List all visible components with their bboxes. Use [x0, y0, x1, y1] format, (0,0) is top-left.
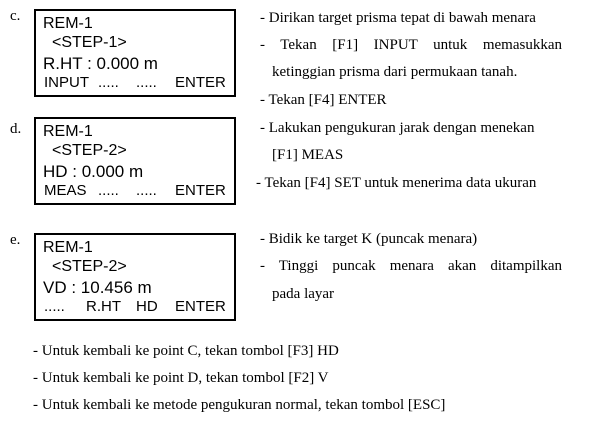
- desc-line: - Dirikan target prisma tepat di bawah menara: [260, 10, 536, 26]
- softkey-f2: R.HT: [86, 298, 121, 315]
- desc-line: - Tekan [F4] SET untuk menerima data ukuran: [256, 175, 537, 191]
- softkey-f3: .....: [136, 182, 157, 199]
- desc-line: - Bidik ke target K (puncak menara): [260, 231, 478, 247]
- screen-display-step-e: [34, 233, 236, 321]
- desc-line-continued: ketinggian prisma dari permukaan tanah.: [272, 64, 518, 80]
- screen-line-step: <STEP-2>: [52, 142, 127, 159]
- desc-line-continued: pada layar: [272, 286, 335, 302]
- screen-line-value: HD : 0.000 m: [43, 162, 144, 181]
- step-d-letter: d.: [10, 121, 22, 137]
- screen-line-step: <STEP-1>: [52, 34, 127, 51]
- screen-line-title: REM-1: [43, 239, 93, 256]
- screen-line-title: REM-1: [43, 15, 93, 32]
- screen-display-step-c: [34, 9, 236, 97]
- softkey-f2: .....: [98, 74, 119, 91]
- step-c-letter: c.: [10, 8, 21, 24]
- softkey-f1: INPUT: [44, 74, 89, 91]
- screen-line-title: REM-1: [43, 123, 93, 140]
- desc-line: - Tekan [F4] ENTER: [260, 92, 387, 108]
- desc-line: - Lakukan pengukuran jarak dengan menekan: [260, 120, 535, 136]
- softkey-f4: ENTER: [175, 298, 226, 315]
- softkey-f3: HD: [136, 298, 158, 315]
- screen-line-value: VD : 10.456 m: [43, 278, 152, 297]
- softkey-f4: ENTER: [175, 74, 226, 91]
- desc-line-continued: [F1] MEAS: [272, 147, 344, 163]
- screen-display-step-d: [34, 117, 236, 205]
- desc-line: - Tekan [F1] INPUT untuk memasukkan: [260, 37, 562, 53]
- footer-note: - Untuk kembali ke metode pengukuran normal, tekan tombol [ESC]: [33, 397, 446, 413]
- footer-note: - Untuk kembali ke point D, tekan tombol [F2] V: [33, 370, 329, 386]
- footer-note: - Untuk kembali ke point C, tekan tombol [F3] HD: [33, 343, 339, 359]
- screen-line-step: <STEP-2>: [52, 258, 127, 275]
- softkey-f2: .....: [98, 182, 119, 199]
- screen-line-value: R.HT : 0.000 m: [43, 54, 158, 73]
- softkey-f3: .....: [136, 74, 157, 91]
- softkey-f4: ENTER: [175, 182, 226, 199]
- step-e-letter: e.: [10, 232, 21, 248]
- softkey-f1: .....: [44, 298, 65, 315]
- desc-line: - Tinggi puncak menara akan ditampilkan: [260, 258, 562, 274]
- softkey-f1: MEAS: [44, 182, 87, 199]
